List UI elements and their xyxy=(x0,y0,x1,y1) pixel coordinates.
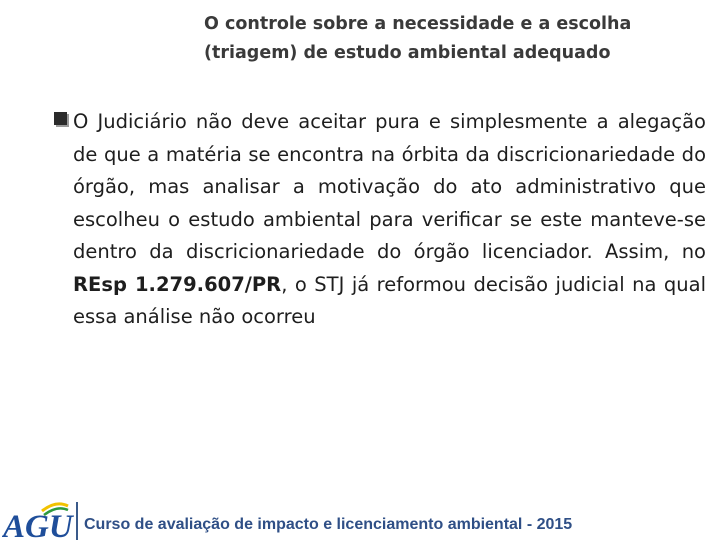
bullet-text-part-1: O Judiciário não deve aceitar pura e simplesmente a alegação de que a matéria se encontra na órbita da discricionariedade do órgão, mas analisar a motivação do ato administrativo que escolheu o estudo ambiental para verificar se este manteve-se dentro da discricionariedade do órgão licenciador. Assim, no xyxy=(73,110,706,263)
bullet-item xyxy=(54,106,706,334)
bullet-text-part-2: , o STJ já reformou decisão judicial na qual essa análise não ocorreu xyxy=(73,272,706,328)
agu-logo xyxy=(2,500,74,540)
footer xyxy=(0,500,720,540)
footer-caption: Curso de avaliação de impacto e licenciamento ambiental - 2015 xyxy=(84,516,573,533)
case-reference: REsp 1.279.607/PR xyxy=(73,272,282,296)
checkbox-square-icon xyxy=(54,112,69,127)
slide-title-line-2: (triagem) de estudo ambiental adequado xyxy=(204,43,611,63)
slide-title xyxy=(204,10,704,68)
svg-text:AGU: AGU xyxy=(3,509,73,540)
bullet-text xyxy=(73,106,706,334)
footer-divider xyxy=(76,502,78,540)
slide-title-line-1: O controle sobre a necessidade e a escolha xyxy=(204,14,632,34)
